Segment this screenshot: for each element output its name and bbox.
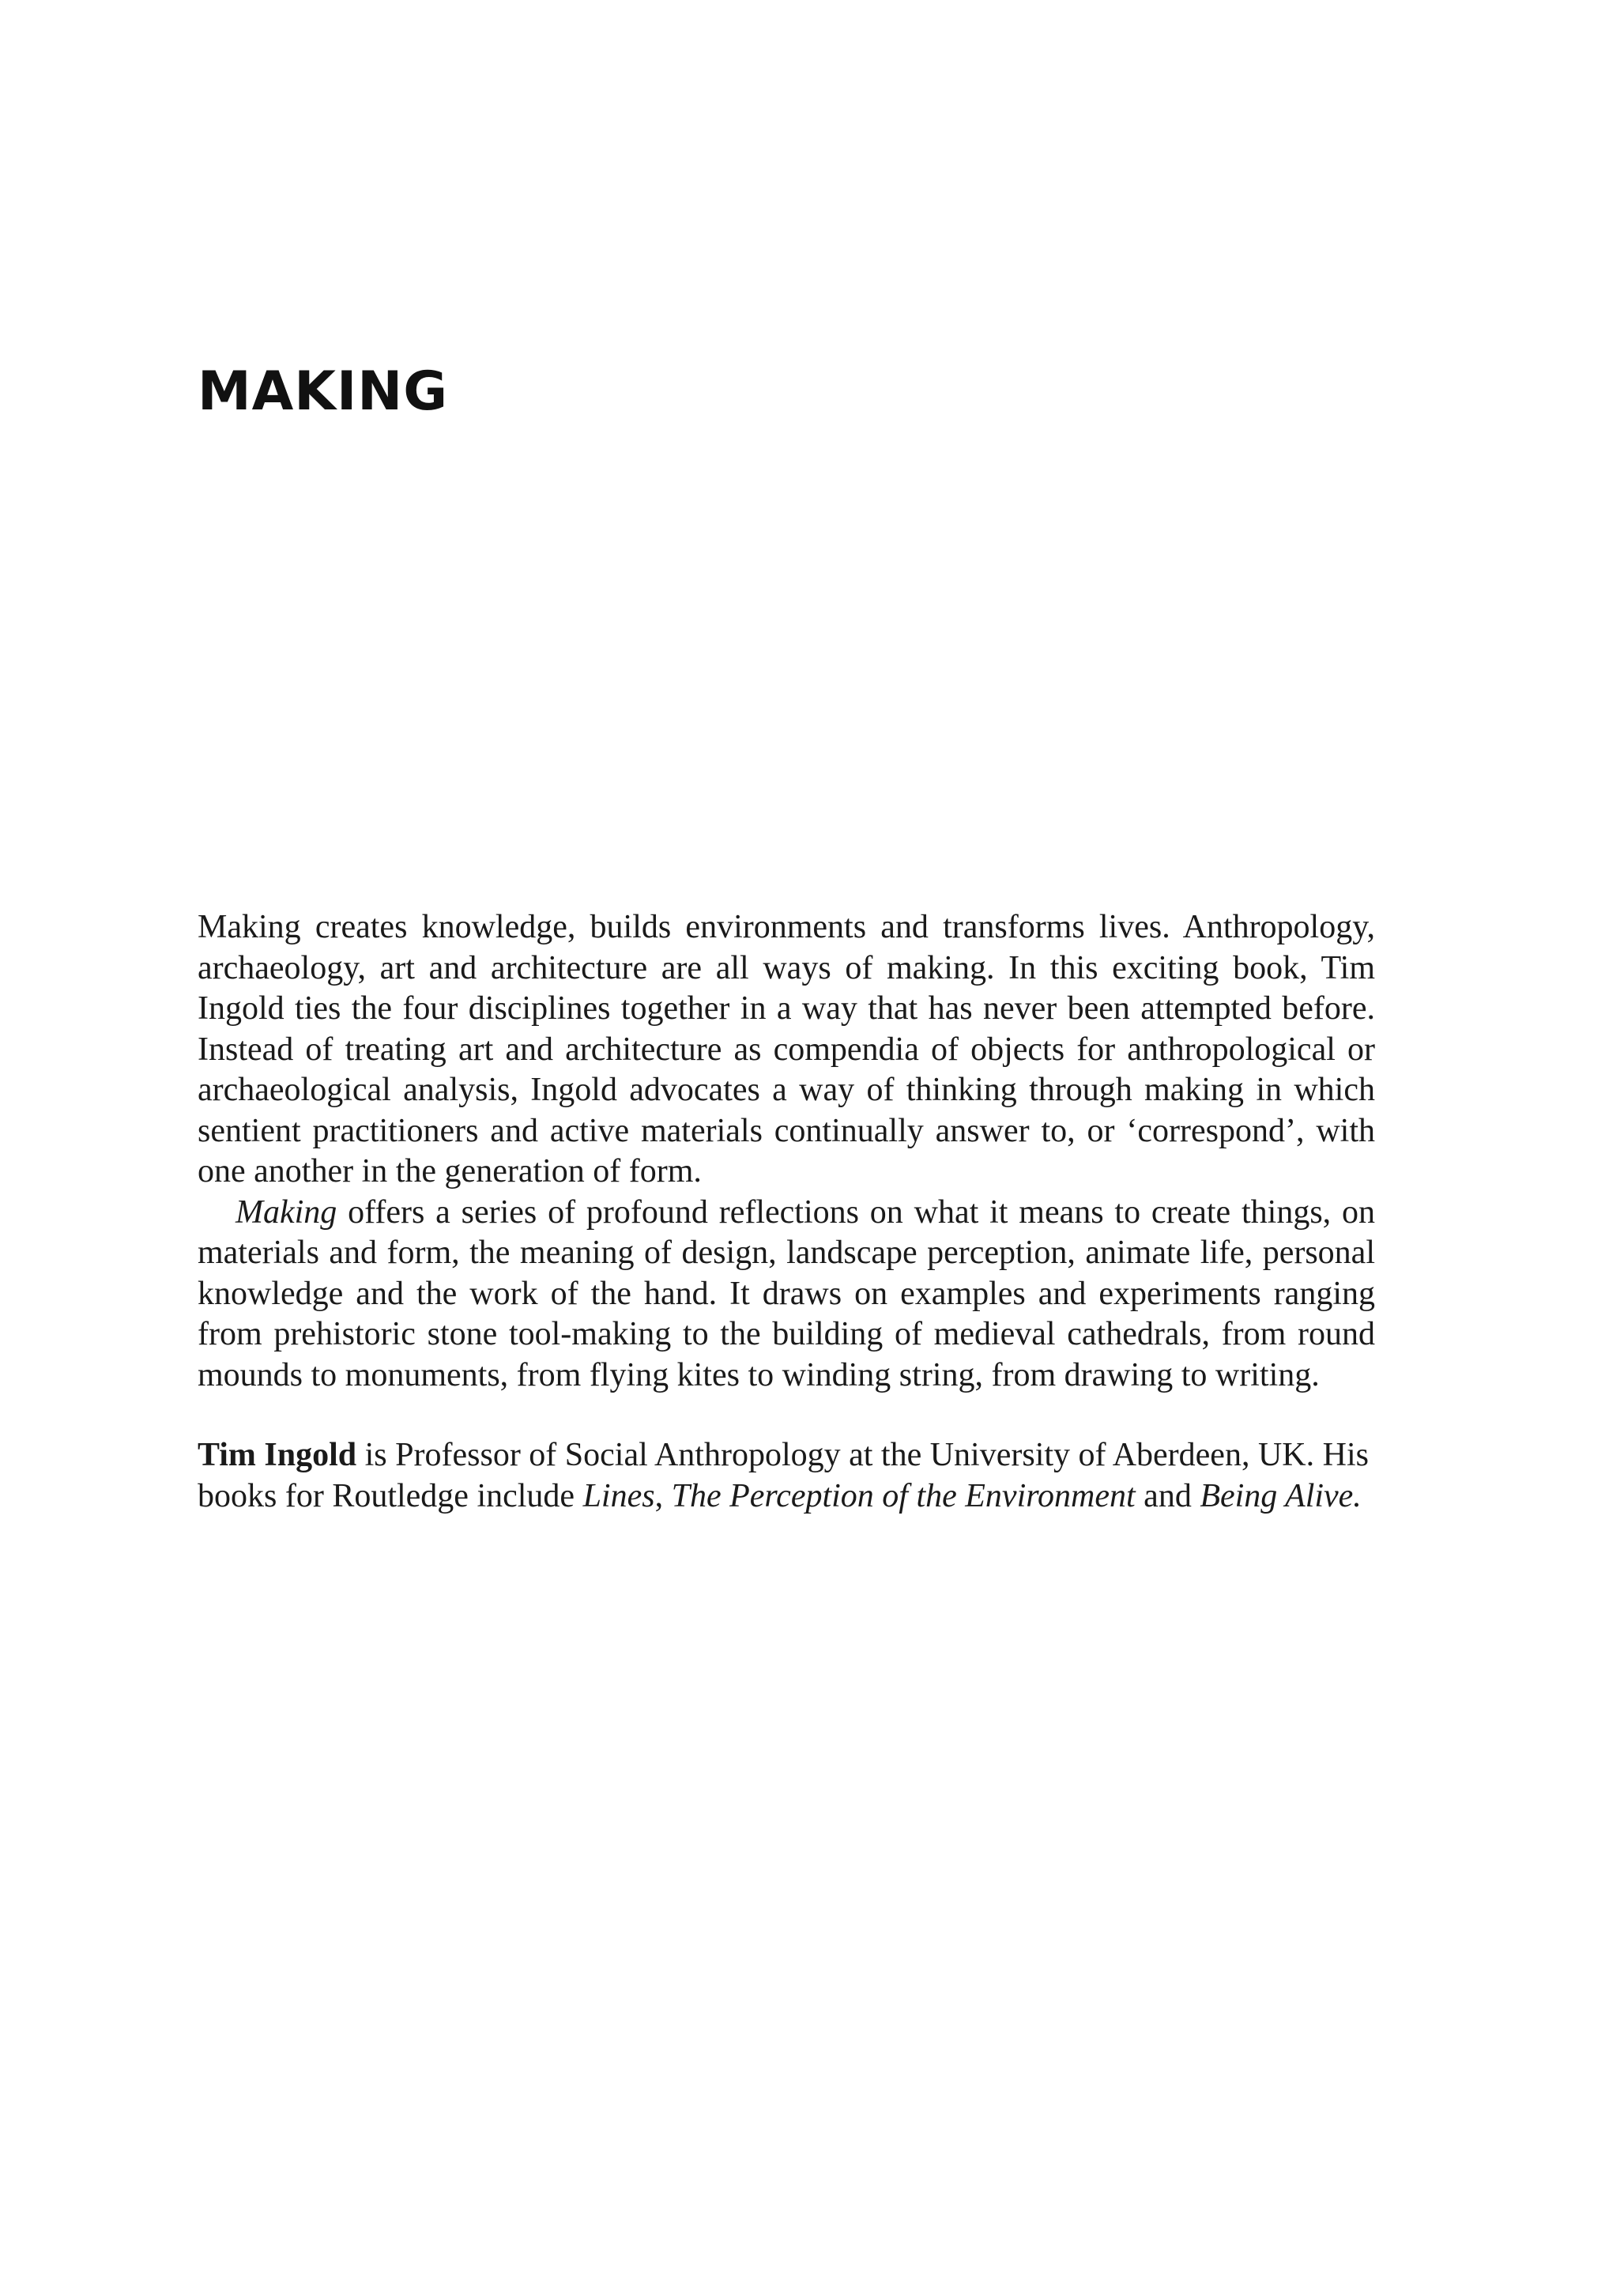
description-paragraph-2 [198, 1193, 1375, 1397]
book-lines: Lines [582, 1477, 655, 1514]
description-paragraph-1: Making creates knowledge, builds environments and transforms lives. Anthropology, archaeology, art and architecture are all ways of making. In this exciting book, Tim Ingold ties the four disciplines together in a way that has never been attempted before. Instead of treating art and architecture as compendia of objects for anthropological or archaeological analysis, Ingold advocates a way of thinking through making in which sentient practitioners and active materials continually answer to, or ‘correspond’, with one another in the generation of form. [198, 909, 1375, 1189]
author-bio-text: is Professor of Social Anthropology at the University of Aberdeen, UK. His books for Routledge include [198, 1437, 1369, 1514]
book-title-italic: Making [235, 1193, 337, 1231]
bio-separator-1: , [654, 1477, 672, 1514]
book-title: MAKING [198, 360, 449, 423]
author-name: Tim Ingold [198, 1437, 357, 1473]
bio-separator-2: and [1135, 1477, 1200, 1514]
book-being-alive: Being Alive. [1200, 1477, 1362, 1514]
book-perception-of-environment: The Perception of the Environment [671, 1477, 1136, 1514]
author-bio [198, 1435, 1375, 1517]
description-paragraph-2-text: offers a series of profound reflections on what it means to create things, on materials and form, the meaning of design, landscape perception, animate life, personal knowledge and the work of the hand. It draws on examples and experiments ranging from prehistoric stone tool-making to the building of medieval cathedrals, from round mounds to monuments, from flying kites to winding string, from drawing to writing. [198, 1193, 1375, 1393]
book-blurb [198, 907, 1375, 1517]
